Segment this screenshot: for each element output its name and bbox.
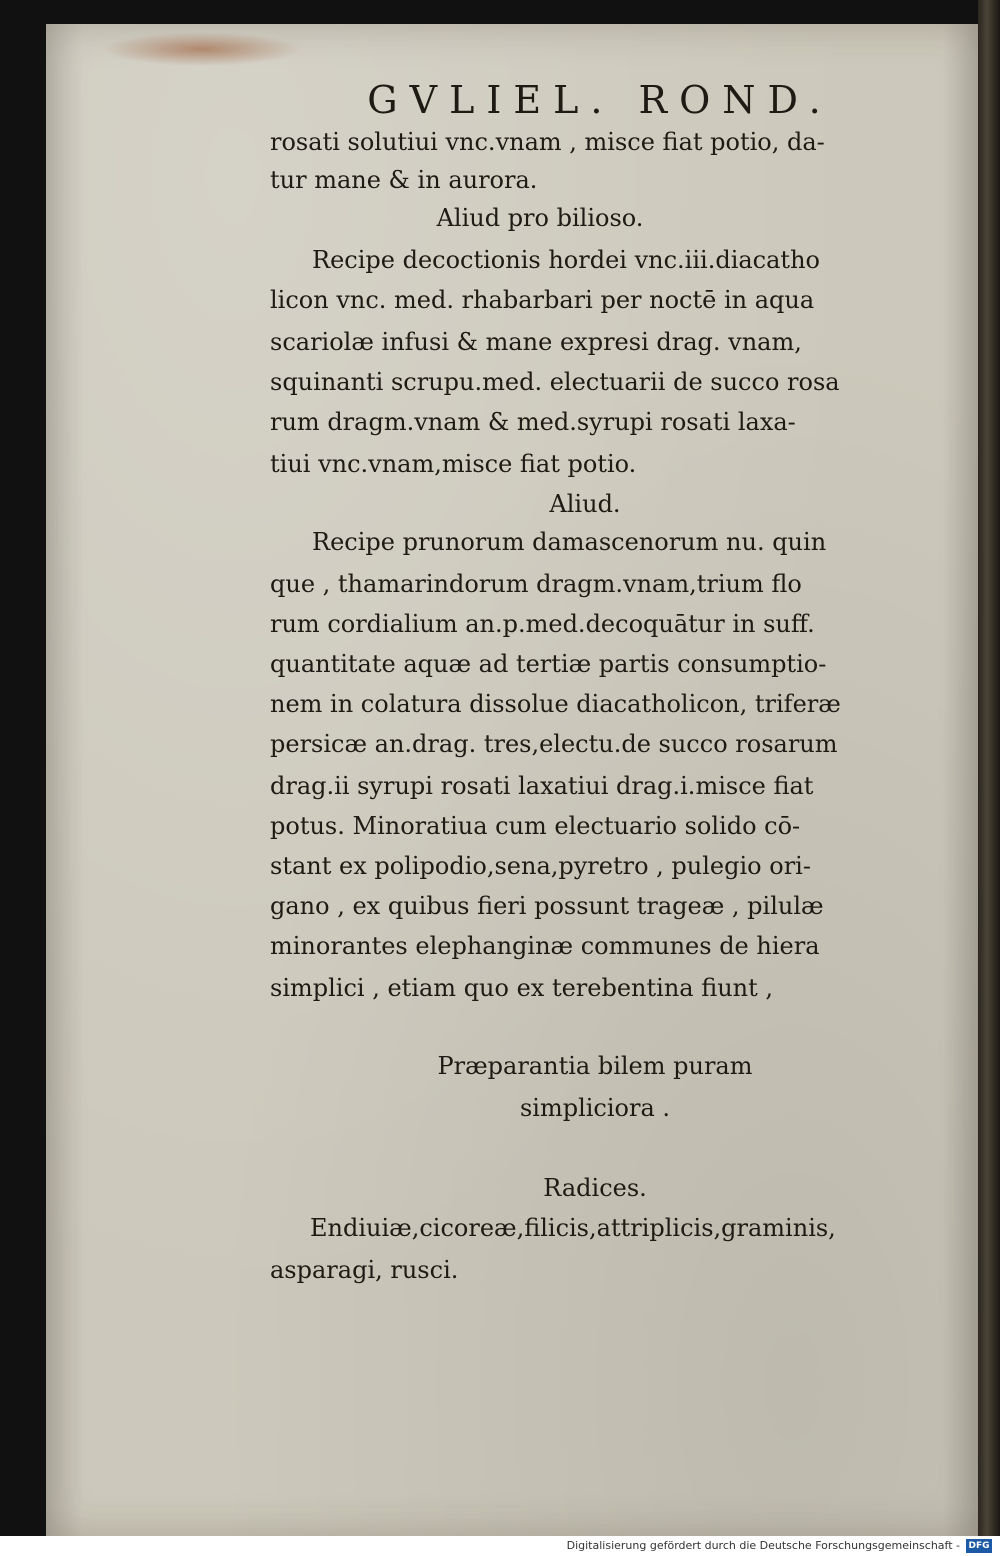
text-line: potus. Minoratiua cum electuario solido cō- — [270, 812, 801, 840]
text-line: tur mane & in aurora. — [270, 166, 538, 194]
text-line: rosati solutiui vnc.vnam , misce fiat potio, da- — [270, 128, 825, 156]
text-line: minorantes elephanginæ communes de hiera — [270, 932, 820, 960]
text-line: Endiuiæ,cicoreæ,filicis,attriplicis,graminis, — [310, 1214, 836, 1242]
section-heading: simpliciora . — [519, 1094, 671, 1122]
running-head: GVLIEL. ROND. — [367, 78, 833, 122]
text-line: persicæ an.drag. tres,electu.de succo rosarum — [270, 730, 838, 758]
text-line: que , thamarindorum dragm.vnam,trium flo — [270, 570, 802, 598]
funding-credit: Digitalisierung gefördert durch die Deutsche Forschungsgemeinschaft - — [566, 1539, 960, 1552]
text-line: stant ex polipodio,sena,pyretro , pulegio ori- — [270, 852, 811, 880]
section-heading: Aliud. — [549, 490, 621, 518]
book-edge — [978, 0, 1000, 1556]
text-line: simplici , etiam quo ex terebentina fiunt , — [270, 974, 774, 1002]
text-line: drag.ii syrupi rosati laxatiui drag.i.misce fiat — [270, 772, 814, 800]
dfg-logo: DFG — [966, 1539, 992, 1553]
section-heading: Radices. — [543, 1174, 647, 1202]
page-stain — [102, 32, 302, 66]
text-line: gano , ex quibus fieri possunt trageæ , pilulæ — [270, 892, 824, 920]
text-line: scariolæ infusi & mane expresi drag. vnam, — [270, 328, 802, 356]
text-line: nem in colatura dissolue diacatholicon, triferæ — [270, 690, 841, 718]
text-line: licon vnc. med. rhabarbari per noctē in aqua — [270, 286, 815, 314]
section-heading: Præparantia bilem puram — [437, 1052, 753, 1080]
text-line: rum cordialium an.p.med.decoquātur in suff. — [270, 610, 815, 638]
text-line: rum dragm.vnam & med.syrupi rosati laxa- — [270, 408, 796, 436]
text-line: asparagi, rusci. — [270, 1256, 459, 1284]
text-line: Recipe prunorum damascenorum nu. quin — [312, 528, 827, 556]
text-line: squinanti scrupu.med. electuarii de succo rosa — [270, 368, 840, 396]
text-line: quantitate aquæ ad tertiæ partis consumptio- — [270, 650, 827, 678]
text-line: Recipe decoctionis hordei vnc.iii.diacatho — [312, 246, 820, 274]
section-heading: Aliud pro bilioso. — [436, 204, 644, 232]
text-line: tiui vnc.vnam,misce fiat potio. — [270, 450, 637, 478]
